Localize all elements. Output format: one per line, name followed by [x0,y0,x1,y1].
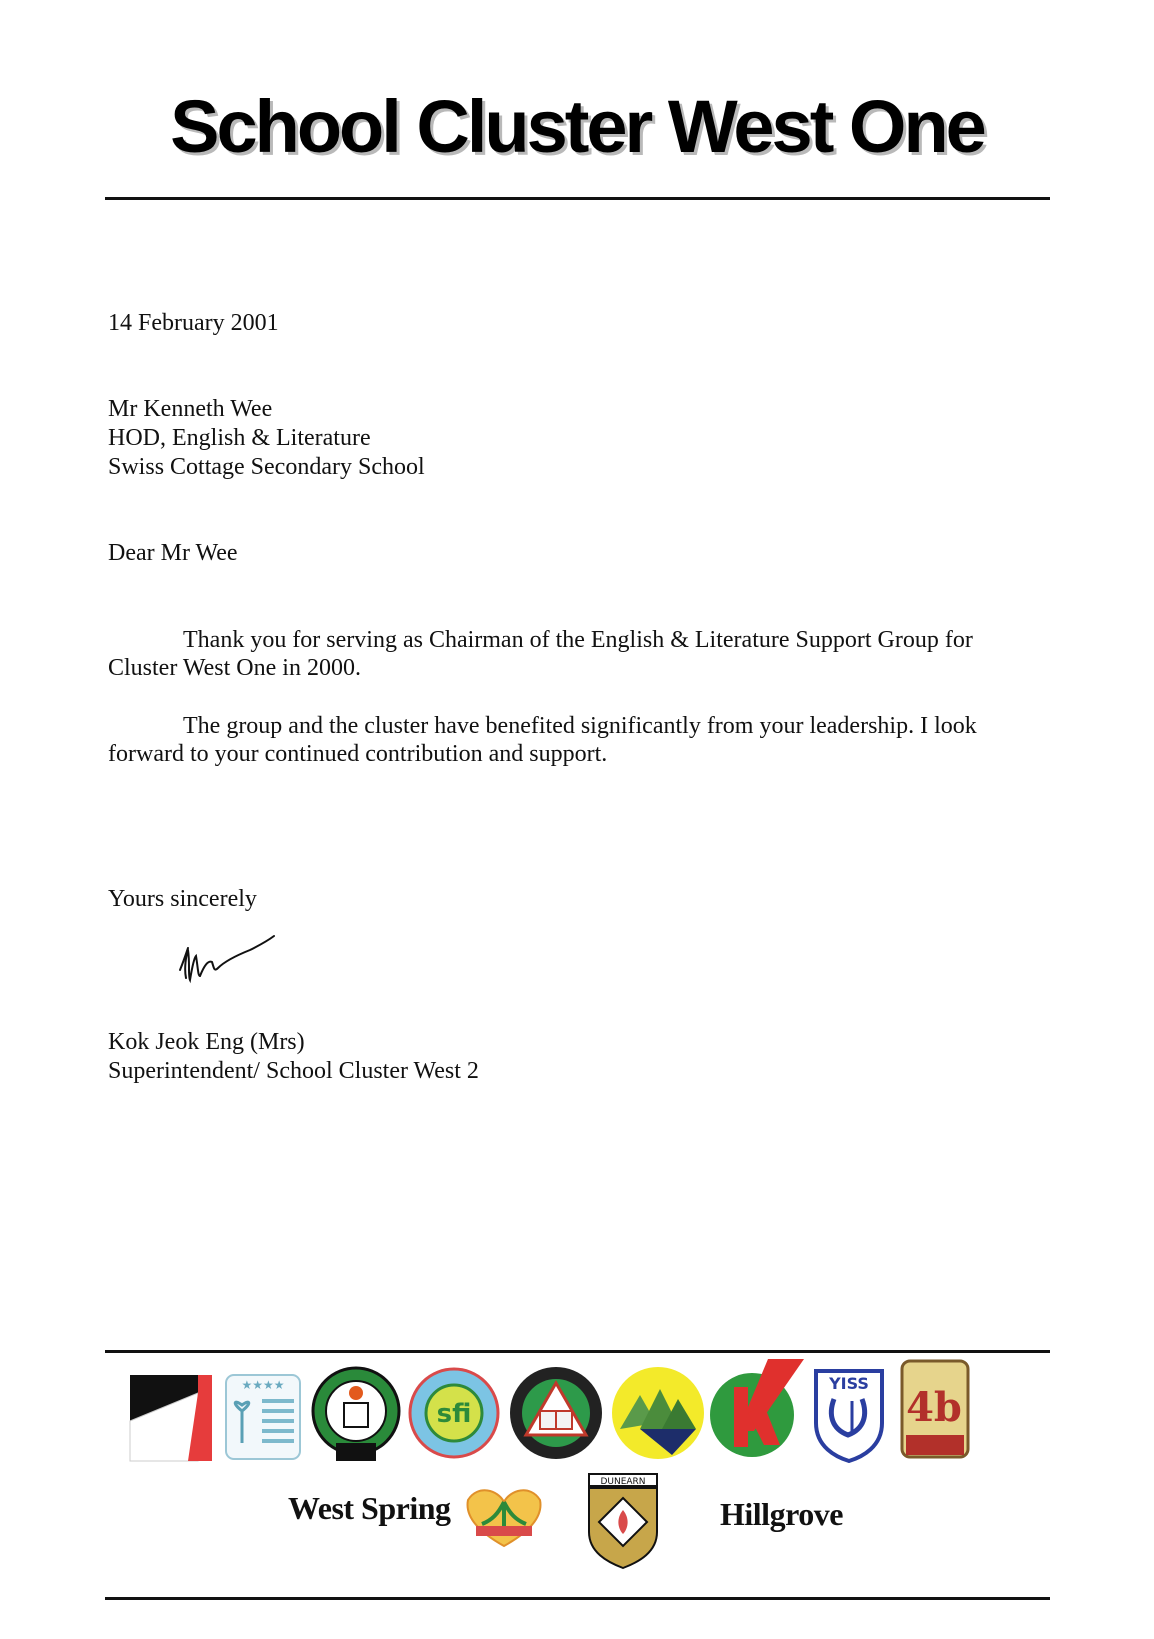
salutation: Dear Mr Wee [108,540,238,566]
svg-text:4b: 4b [906,1384,962,1431]
school-logos-row [128,1365,1028,1475]
sender-title: Superintendent/ School Cluster West 2 [108,1058,479,1084]
hillgrove-wordmark: Hillgrove [720,1496,843,1532]
footer-divider-bottom [105,1597,1050,1600]
footer-divider-top [105,1350,1050,1353]
recipient-position: HOD, English & Literature [108,425,371,451]
svg-text:★★★★: ★★★★ [241,1378,285,1392]
svg-text:YISS: YISS [829,1374,869,1393]
sender-name: Kok Jeok Eng (Mrs) [108,1029,305,1055]
body-paragraph [108,712,1028,768]
recipient-name: Mr Kenneth Wee [108,396,273,422]
recipient-block [108,395,425,482]
svg-text:sfi: sfi [436,1399,472,1429]
flag-crest-icon [128,1373,214,1463]
red-k-green-circle-icon [708,1357,808,1463]
signature-icon [178,928,288,993]
yusof-ishak-secondary-crest-icon [408,1367,500,1463]
dunearn-label: DUNEARN [600,1477,646,1487]
closing: Yours sincerely [108,886,257,912]
letterhead-title: School Cluster West One [170,85,984,168]
stars-shield-crest-icon [222,1371,304,1463]
green-mountains-yellow-circle-icon [610,1365,706,1463]
body-paragraph [108,626,1028,682]
sender-block [108,1028,479,1086]
letterhead-divider [105,197,1050,200]
bukit-batok-secondary-crest-icon [900,1359,970,1459]
yiss-shield-crest-icon [808,1367,890,1463]
recipient-school: Swiss Cottage Secondary School [108,454,425,480]
chua-chu-kang-secondary-crest-icon [310,1365,402,1465]
letter-date: 14 February 2001 [108,310,279,336]
open-book-triangle-crest-icon [508,1365,604,1463]
paragraph-text: Thank you for serving as Chairman of the English & Literature Support Group for Cluster West One in 2000. [108,627,973,681]
dunearn-crest-icon [585,1470,661,1570]
west-spring-crest-icon [458,1480,550,1550]
paragraph-text: The group and the cluster have benefited significantly from your leadership. I look forward to your continued contribution and support. [108,713,977,767]
west-spring-wordmark: West Spring [288,1490,451,1526]
